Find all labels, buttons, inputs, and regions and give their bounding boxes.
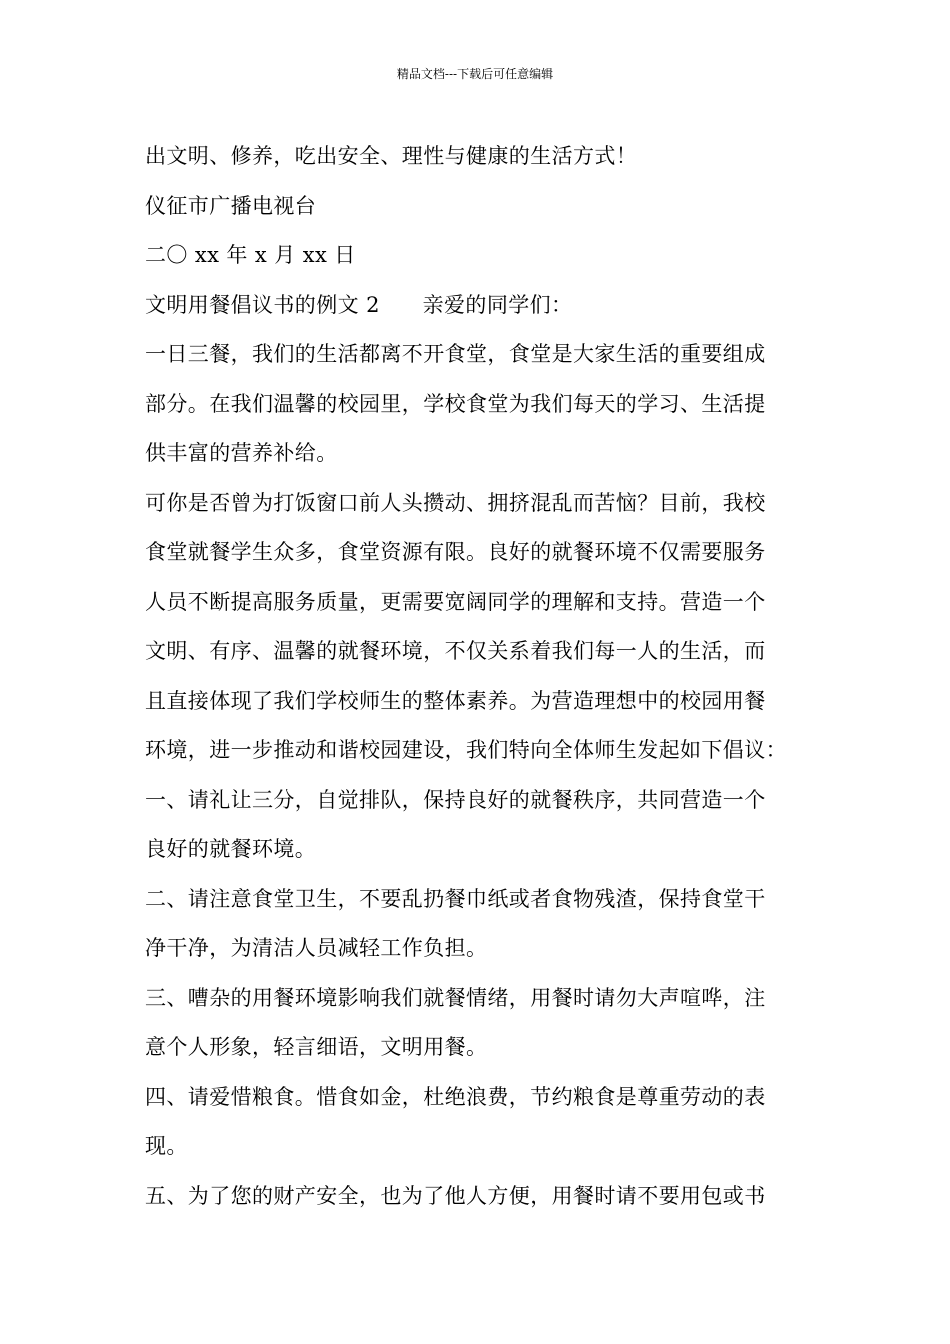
text-line: 出文明、修养，吃出安全、理性与健康的生活方式！ bbox=[145, 144, 638, 168]
text-line: 净干净，为清洁人员减轻工作负担。 bbox=[145, 936, 488, 960]
text-line: 可你是否曾为打饭窗口前人头攒动、拥挤混乱而苦恼？目前，我校 bbox=[145, 490, 766, 515]
text-line: 人员不断提高服务质量，更需要宽阔同学的理解和支持。营造一个 bbox=[145, 589, 766, 614]
text-line: 食堂就餐学生众多，食堂资源有限。良好的就餐环境不仅需要服务 bbox=[145, 540, 766, 564]
text-line: 四、请爱惜粮食。惜食如金，杜绝浪费，节约粮食是尊重劳动的表 bbox=[145, 1084, 766, 1109]
text-line: 且直接体现了我们学校师生的整体素养。为营造理想中的校园用餐 bbox=[145, 688, 766, 713]
text-line: 文明、有序、温馨的就餐环境，不仅关系着我们每一人的生活，而 bbox=[145, 639, 766, 663]
text-line: 一日三餐，我们的生活都离不开食堂，食堂是大家生活的重要组成 bbox=[145, 342, 766, 366]
text-line: 供丰富的营养补给。 bbox=[145, 441, 338, 465]
text-line: 现。 bbox=[145, 1134, 188, 1158]
text-line: 三、嘈杂的用餐环境影响我们就餐情绪，用餐时请勿大声喧哗，注 bbox=[145, 985, 766, 1010]
text-line: 良好的就餐环境。 bbox=[145, 837, 317, 861]
text-line: 二、请注意食堂卫生，不要乱扔餐巾纸或者食物残渣，保持食堂干 bbox=[145, 886, 766, 911]
text-line: 文明用餐倡议书的例文 2 亲爱的同学们： bbox=[145, 292, 573, 317]
text-line: 仪征市广播电视台 bbox=[145, 193, 317, 218]
text-line: 部分。在我们温馨的校园里，学校食堂为我们每天的学习、生活提 bbox=[145, 391, 766, 416]
document-body bbox=[145, 132, 815, 1221]
text-line: 一、请礼让三分，自觉排队，保持良好的就餐秩序，共同营造一个 bbox=[145, 787, 766, 812]
text-line: 意个人形象，轻言细语，文明用餐。 bbox=[145, 1035, 488, 1059]
page-header: 精品文档---下载后可任意编辑 bbox=[396, 67, 554, 81]
text-line: 环境，进一步推动和谐校园建设，我们特向全体师生发起如下倡议： bbox=[145, 738, 787, 762]
text-line: 五、为了您的财产安全，也为了他人方便，用餐时请不要用包或书 bbox=[145, 1183, 766, 1208]
text-line: 二〇 xx 年 x 月 xx 日 bbox=[145, 243, 356, 267]
